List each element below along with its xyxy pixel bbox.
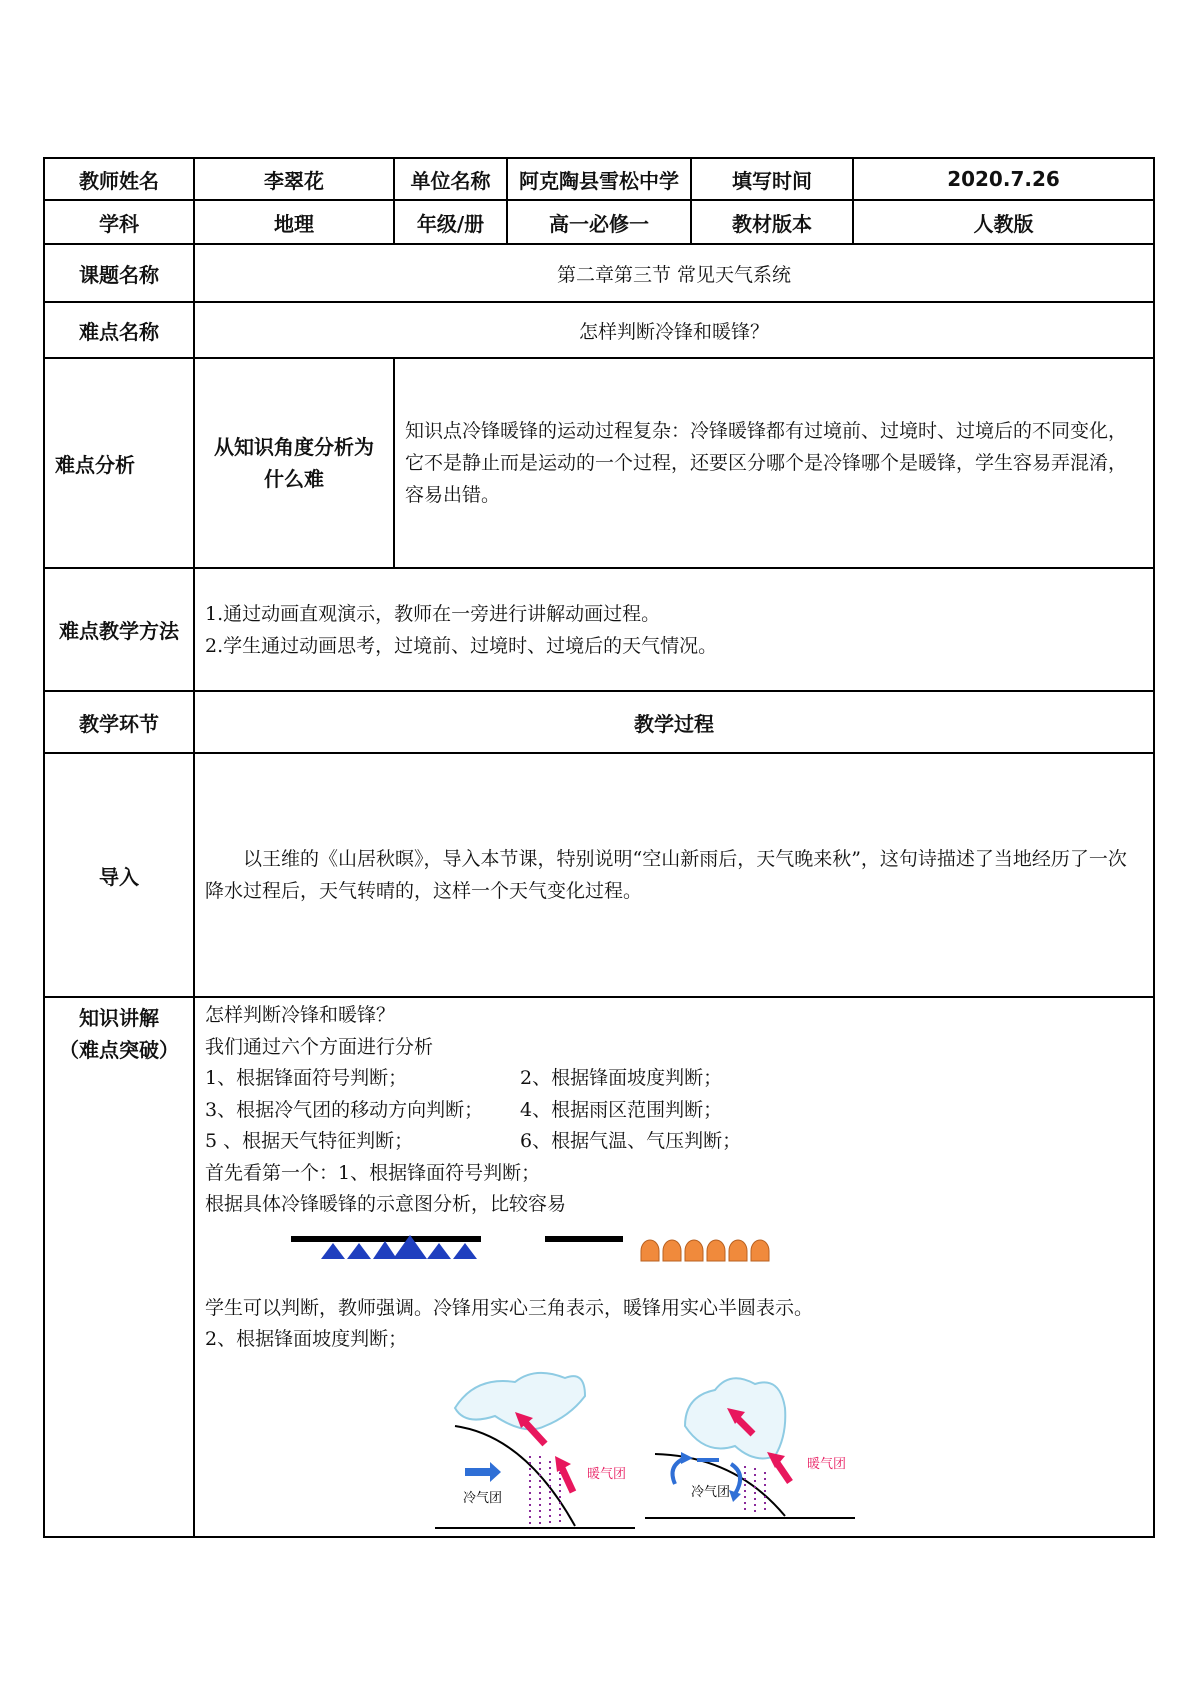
knowledge-intro: 我们通过六个方面进行分析 xyxy=(205,1035,434,1058)
warm-front-symbol xyxy=(545,1236,769,1261)
method-item-1: 1、根据锋面符号判断； xyxy=(205,1067,408,1089)
process-stage-label: 教学环节 xyxy=(44,691,194,753)
analysis-sub-label: 从知识角度分析为什么难 xyxy=(214,435,374,491)
knowledge-label xyxy=(44,997,194,1537)
cold-front-symbol xyxy=(291,1235,481,1259)
front-slope-figure xyxy=(205,1356,1143,1536)
front-symbols-figure xyxy=(205,1221,1143,1281)
process-header-row xyxy=(44,691,1154,753)
intro-row xyxy=(44,753,1154,997)
front-slope-svg xyxy=(435,1356,1135,1536)
header-row-1 xyxy=(44,158,1154,200)
intro-text: 以王维的《山居秋暝》，导入本节课，特别说明“空山新雨后，天气晚来秋”，这句诗描述了当地经历了一次降水过程后，天气转晴的，这样一个天气变化过程。 xyxy=(205,848,1127,902)
unit-name-value: 阿克陶县雪松中学 xyxy=(507,158,691,200)
method-item-2: 2、根据锋面坡度判断； xyxy=(520,1067,723,1089)
fill-date-label: 填写时间 xyxy=(691,158,853,200)
edition-label: 教材版本 xyxy=(691,200,853,244)
intro-label: 导入 xyxy=(44,753,194,997)
fill-date-value: 2020.7.26 xyxy=(853,158,1154,200)
cold-air-label-right: 冷气团 xyxy=(691,1484,731,1500)
grade-value: 高一必修一 xyxy=(507,200,691,244)
topic-label: 课题名称 xyxy=(44,244,194,302)
knowledge-label-line-1: 知识讲解 xyxy=(79,1006,159,1030)
teacher-name-value: 李翠花 xyxy=(194,158,394,200)
analysis-content xyxy=(194,358,1154,568)
knowledge-row xyxy=(44,997,1154,1537)
grade-label: 年级/册 xyxy=(394,200,507,244)
warm-air-label-right: 暖气团 xyxy=(807,1456,847,1472)
first-method-text: 首先看第一个：1、根据锋面符号判断； xyxy=(205,1161,541,1184)
method-item-5: 5 、根据天气特征判断； xyxy=(205,1130,414,1152)
process-label: 教学过程 xyxy=(194,691,1154,753)
warm-front-diagram xyxy=(645,1378,855,1518)
difficulty-label: 难点名称 xyxy=(44,302,194,358)
analysis-text: 知识点冷锋暖锋的运动过程复杂：冷锋暖锋都有过境前、过境时、过境后的不同变化，它不是静止而是运动的一个过程，还要区分哪个是冷锋哪个是暖锋，学生容易弄混淆，容易出错。 xyxy=(405,420,1128,506)
method-label: 难点教学方法 xyxy=(44,568,194,691)
topic-row xyxy=(44,244,1154,302)
method-item-4: 4、根据雨区范围判断； xyxy=(520,1098,723,1121)
knowledge-content xyxy=(194,997,1154,1537)
lesson-plan-sheet xyxy=(43,157,1153,1538)
edition-value: 人教版 xyxy=(853,200,1154,244)
subject-value: 地理 xyxy=(194,200,394,244)
topic-value: 第二章第三节 常见天气系统 xyxy=(194,244,1154,302)
warm-air-label-left: 暖气团 xyxy=(587,1466,627,1482)
cold-air-label-left: 冷气团 xyxy=(463,1490,503,1506)
teacher-name-label: 教师姓名 xyxy=(44,158,194,200)
method-row xyxy=(44,568,1154,691)
knowledge-question: 怎样判断冷锋和暖锋？ xyxy=(205,1004,396,1026)
difficulty-row xyxy=(44,302,1154,358)
method-item-6: 6、根据气温、气压判断； xyxy=(520,1130,742,1152)
unit-name-label: 单位名称 xyxy=(394,158,507,200)
method-content xyxy=(194,568,1154,691)
method-item-3: 3、根据冷气团的移动方向判断； xyxy=(205,1098,484,1121)
analysis-row xyxy=(44,358,1154,568)
second-method-text: 2、根据锋面坡度判断； xyxy=(205,1328,408,1350)
method-line-1: 1.通过动画直观演示，教师在一旁进行讲解动画过程。 xyxy=(205,602,661,625)
subject-label: 学科 xyxy=(44,200,194,244)
difficulty-value: 怎样判断冷锋和暖锋？ xyxy=(194,302,1154,358)
front-symbols-svg xyxy=(205,1221,805,1281)
knowledge-label-line-2: （难点突破） xyxy=(59,1038,179,1062)
lesson-plan-table xyxy=(43,157,1155,1538)
header-row-2 xyxy=(44,200,1154,244)
intro-content xyxy=(194,753,1154,997)
cold-front-diagram xyxy=(435,1372,635,1527)
conclusion-text: 学生可以判断，教师强调。冷锋用实心三角表示，暖锋用实心半圆表示。 xyxy=(205,1296,814,1319)
analysis-label: 难点分析 xyxy=(44,358,194,568)
method-line-2: 2.学生通过动画思考，过境前、过境时、过境后的天气情况。 xyxy=(205,634,718,657)
basis-text: 根据具体冷锋暖锋的示意图分析，比较容易 xyxy=(205,1193,567,1215)
